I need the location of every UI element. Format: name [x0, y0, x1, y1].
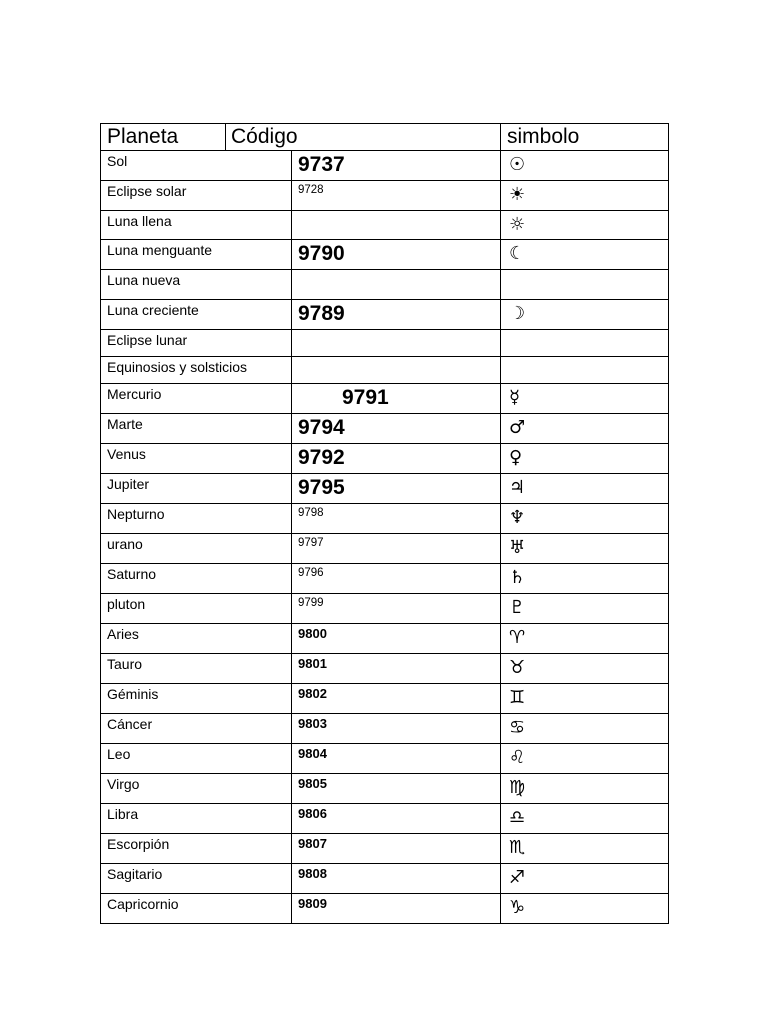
solar-eclipse-icon: ☀ [509, 184, 526, 205]
planet-name: Luna menguante [107, 242, 213, 258]
scorpio-icon: ♏ [509, 837, 526, 858]
table-row [101, 714, 669, 744]
symbol-cell [501, 744, 669, 774]
name-cell [101, 774, 292, 804]
name-cell [101, 474, 292, 504]
name-cell [101, 864, 292, 894]
name-cell [101, 564, 292, 594]
name-cell [101, 744, 292, 774]
symbol-cell [501, 834, 669, 864]
header-planeta-codigo-cell [101, 124, 501, 151]
table-row [101, 474, 669, 504]
code-cell [292, 504, 501, 534]
table-header-row [101, 124, 669, 151]
symbol-code: 9805 [298, 776, 327, 791]
planet-name: Luna llena [107, 213, 172, 229]
code-cell [292, 804, 501, 834]
code-cell [292, 624, 501, 654]
symbol-code: 9807 [298, 836, 327, 851]
planet-name: Jupiter [107, 476, 150, 492]
leo-icon: ♌ [509, 747, 526, 768]
aries-icon: ♈ [509, 627, 526, 648]
symbol-code: 9791 [342, 386, 389, 409]
code-cell [292, 300, 501, 330]
symbol-cell [501, 504, 669, 534]
neptune-icon: ♆ [509, 507, 526, 528]
name-cell [101, 534, 292, 564]
virgo-icon: ♍ [509, 777, 526, 798]
name-cell [101, 181, 292, 211]
planet-name: Venus [107, 446, 146, 462]
planet-name: Géminis [107, 686, 159, 702]
symbol-cell [501, 564, 669, 594]
code-cell [292, 714, 501, 744]
symbol-cell [501, 151, 669, 181]
taurus-icon: ♉ [509, 657, 526, 678]
name-cell [101, 444, 292, 474]
table-row [101, 300, 669, 330]
name-cell [101, 240, 292, 270]
name-cell [101, 270, 292, 300]
symbol-cell [501, 181, 669, 211]
waning-moon-icon: ☾ [509, 243, 526, 264]
name-cell [101, 714, 292, 744]
name-cell [101, 804, 292, 834]
capricorn-icon: ♑ [509, 897, 526, 918]
symbol-code: 9801 [298, 656, 327, 671]
header-simbolo: simbolo [507, 125, 580, 148]
header-planeta: Planeta [101, 124, 226, 150]
name-cell [101, 357, 292, 384]
code-cell [292, 534, 501, 564]
table-row [101, 384, 669, 414]
mercury-icon: ☿ [509, 387, 521, 408]
symbol-code: 9795 [298, 476, 345, 499]
symbol-code [292, 270, 500, 271]
symbol-cell [501, 384, 669, 414]
table-row [101, 894, 669, 924]
waxing-moon-icon: ☽ [509, 303, 526, 324]
symbol-cell [501, 624, 669, 654]
planet-name: Capricornio [107, 896, 179, 912]
table-row [101, 330, 669, 357]
symbol-code: 9792 [298, 446, 345, 469]
planet-name: urano [107, 536, 143, 552]
planet-name: Libra [107, 806, 139, 822]
header-simbolo-cell [501, 124, 669, 151]
symbol-cell [501, 894, 669, 924]
symbol-cell [501, 594, 669, 624]
code-cell [292, 384, 501, 414]
planet-name: Equinosios y solsticios [107, 359, 248, 375]
symbol-cell [501, 300, 669, 330]
jupiter-icon: ♃ [509, 477, 526, 498]
code-cell [292, 774, 501, 804]
libra-icon: ♎ [509, 807, 526, 828]
cancer-icon: ♋ [509, 717, 526, 738]
name-cell [101, 894, 292, 924]
symbol-cell [501, 684, 669, 714]
table-row [101, 834, 669, 864]
table-row [101, 240, 669, 270]
table-row [101, 774, 669, 804]
symbol-cell [501, 444, 669, 474]
code-cell [292, 684, 501, 714]
name-cell [101, 384, 292, 414]
code-cell [292, 894, 501, 924]
symbol-code: 9790 [298, 242, 345, 265]
name-cell [101, 211, 292, 240]
table-row [101, 270, 669, 300]
symbol-code: 9802 [298, 686, 327, 701]
planet-name: Tauro [107, 656, 143, 672]
code-cell [292, 744, 501, 774]
code-cell [292, 834, 501, 864]
table-row [101, 414, 669, 444]
code-cell [292, 594, 501, 624]
code-cell [292, 444, 501, 474]
symbol-cell [501, 474, 669, 504]
symbol-code: 9789 [298, 302, 345, 325]
symbol-cell [501, 534, 669, 564]
table-row [101, 864, 669, 894]
symbol-code: 9800 [298, 626, 327, 641]
table-row [101, 504, 669, 534]
name-cell [101, 684, 292, 714]
planet-name: Mercurio [107, 386, 162, 402]
mars-icon: ♂ [509, 417, 526, 438]
table-row [101, 744, 669, 774]
symbol-cell [501, 211, 669, 240]
name-cell [101, 300, 292, 330]
symbol-cell [501, 804, 669, 834]
code-cell [292, 864, 501, 894]
name-cell [101, 414, 292, 444]
symbol-code: 9806 [298, 806, 327, 821]
planet-name: Nepturno [107, 506, 165, 522]
planet-name: Escorpión [107, 836, 170, 852]
table-row [101, 181, 669, 211]
saturn-icon: ♄ [509, 567, 526, 588]
planet-name: pluton [107, 596, 146, 612]
sagittarius-icon: ♐ [509, 867, 526, 888]
symbol-code: 9804 [298, 746, 327, 761]
planet-name: Eclipse lunar [107, 332, 188, 348]
uranus-icon: ♅ [509, 537, 526, 558]
code-cell [292, 270, 501, 300]
symbol-cell [501, 270, 669, 300]
symbols-table [100, 123, 669, 924]
table-row [101, 804, 669, 834]
symbol-code: 9808 [298, 866, 327, 881]
planet-name: Eclipse solar [107, 183, 187, 199]
name-cell [101, 330, 292, 357]
name-cell [101, 151, 292, 181]
code-cell [292, 357, 501, 384]
symbol-code: 9803 [298, 716, 327, 731]
planet-name: Luna creciente [107, 302, 199, 318]
gemini-icon: ♊ [509, 687, 526, 708]
pluto-icon: ♇ [509, 597, 526, 618]
symbol-code: 9799 [298, 597, 324, 609]
symbol-code [292, 211, 500, 212]
full-moon-icon: ☼ [509, 214, 526, 235]
code-cell [292, 330, 501, 357]
name-cell [101, 504, 292, 534]
table-row [101, 534, 669, 564]
planet-name: Saturno [107, 566, 157, 582]
code-cell [292, 151, 501, 181]
symbol-cell [501, 240, 669, 270]
code-cell [292, 414, 501, 444]
symbol-cell [501, 414, 669, 444]
planet-name: Leo [107, 746, 131, 762]
header-codigo: Código [231, 125, 298, 148]
symbol-cell [501, 714, 669, 744]
table-row [101, 444, 669, 474]
table-row [101, 684, 669, 714]
table-row [101, 624, 669, 654]
symbol-code: 9728 [298, 184, 324, 196]
name-cell [101, 594, 292, 624]
name-cell [101, 654, 292, 684]
symbol-cell [501, 330, 669, 357]
code-cell [292, 240, 501, 270]
sun-icon: ☉ [509, 154, 526, 175]
code-cell [292, 654, 501, 684]
planet-name: Sagitario [107, 866, 163, 882]
name-cell [101, 624, 292, 654]
symbol-code [292, 357, 500, 358]
symbol-code: 9794 [298, 416, 345, 439]
table-row [101, 654, 669, 684]
table-row [101, 151, 669, 181]
symbol-cell [501, 774, 669, 804]
venus-icon: ♀ [509, 447, 523, 468]
symbol-code: 9797 [298, 537, 324, 549]
planet-name: Sol [107, 153, 128, 169]
symbol-code: 9798 [298, 507, 324, 519]
table-row [101, 594, 669, 624]
planet-name: Virgo [107, 776, 140, 792]
symbol-cell [501, 654, 669, 684]
table-row [101, 211, 669, 240]
code-cell [292, 564, 501, 594]
symbol-cell [501, 357, 669, 384]
planet-name: Marte [107, 416, 143, 432]
symbol-code [292, 330, 500, 331]
symbol-cell [501, 864, 669, 894]
table-row [101, 564, 669, 594]
name-cell [101, 834, 292, 864]
symbol-code: 9809 [298, 896, 327, 911]
symbol-code: 9737 [298, 153, 345, 176]
code-cell [292, 474, 501, 504]
planet-name: Luna nueva [107, 272, 181, 288]
table-body [101, 124, 669, 924]
code-cell [292, 181, 501, 211]
code-cell [292, 211, 501, 240]
table-row [101, 357, 669, 384]
symbol-code: 9796 [298, 567, 324, 579]
planet-name: Cáncer [107, 716, 153, 732]
planet-name: Aries [107, 626, 139, 642]
